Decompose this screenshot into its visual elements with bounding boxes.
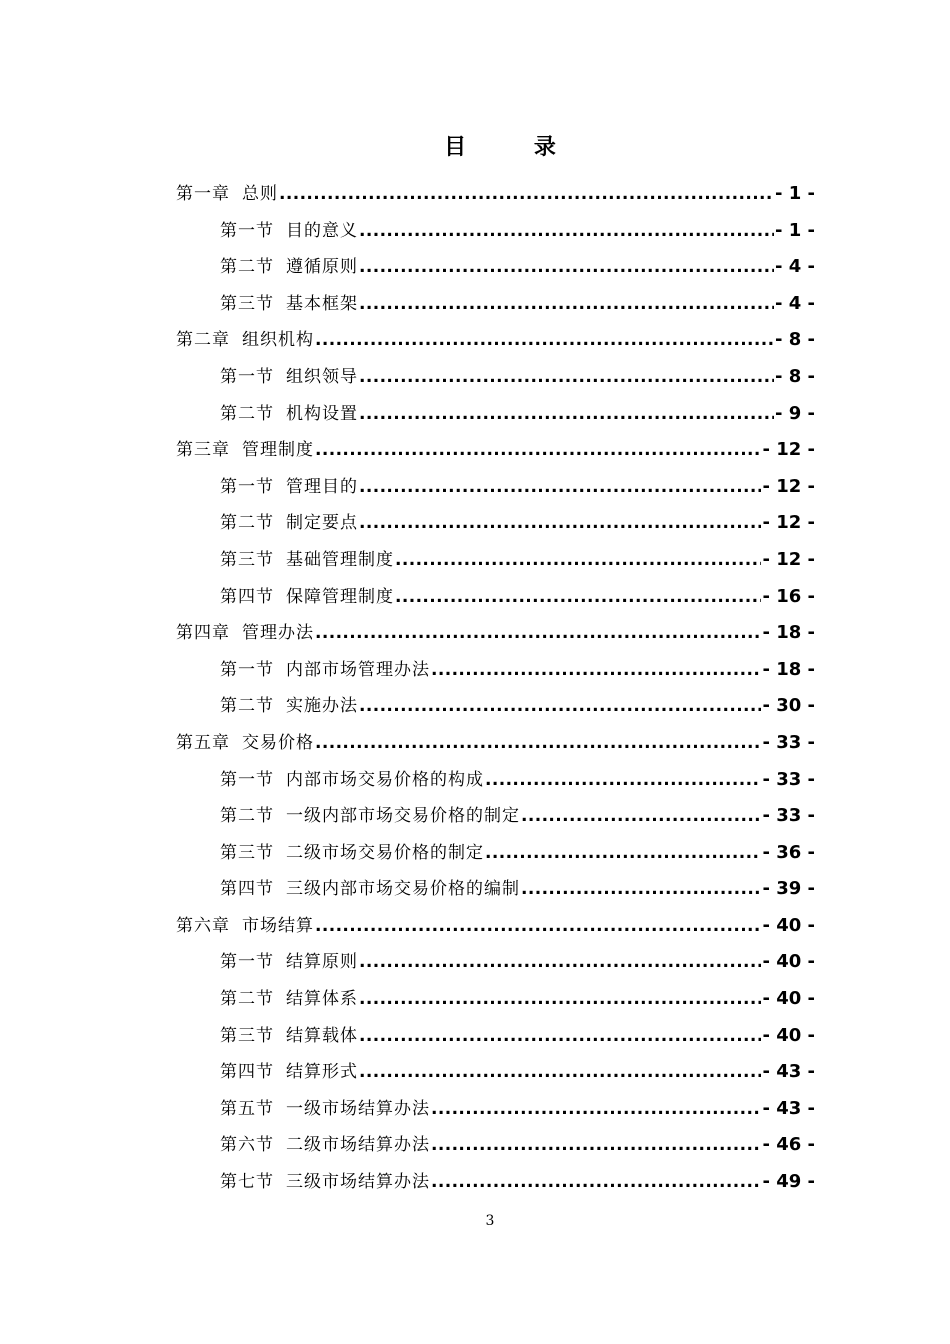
toc-entry-page: - 30 - (762, 695, 815, 717)
toc-entry-section[interactable] (176, 981, 815, 1018)
toc-entry-page: - 12 - (762, 548, 815, 570)
toc-entry-label (176, 615, 314, 652)
page-title: 目 录 (444, 135, 586, 160)
toc-entry-number: 第四章 (176, 623, 230, 644)
toc-entry-section[interactable] (176, 359, 815, 396)
toc-entry-page: - 4 - (775, 292, 815, 314)
toc-entry-title: 内部市场管理办法 (286, 659, 430, 680)
toc-entry-number: 第一节 (220, 220, 274, 241)
toc-entry-label (220, 579, 394, 616)
toc-dot-leader (359, 359, 774, 396)
toc-entry-label (220, 542, 394, 579)
toc-entry-chapter[interactable] (176, 322, 815, 359)
toc-entry-page: - 12 - (762, 512, 815, 534)
toc-entry-number: 第三节 (220, 842, 274, 863)
toc-dot-leader (359, 981, 761, 1018)
toc-entry-number: 第一节 (220, 366, 274, 387)
toc-entry-label (220, 1164, 430, 1201)
toc-entry-label (220, 359, 358, 396)
toc-dot-leader (359, 1054, 761, 1091)
toc-dot-leader (431, 652, 761, 689)
toc-entry-section[interactable] (176, 1127, 815, 1164)
toc-entry-chapter[interactable] (176, 615, 815, 652)
toc-entry-page: - 40 - (762, 914, 815, 936)
toc-entry-title: 交易价格 (242, 732, 314, 753)
toc-entry-label (220, 249, 358, 286)
toc-dot-leader (359, 286, 774, 323)
toc-entry-section[interactable] (176, 835, 815, 872)
toc-dot-leader (395, 542, 761, 579)
toc-dot-leader (431, 1127, 761, 1164)
page-number: 3 (485, 1213, 495, 1229)
toc-entry-page: - 18 - (762, 658, 815, 680)
toc-entry-number: 第四节 (220, 1062, 274, 1083)
toc-entry-label (220, 871, 520, 908)
toc-entry-title: 市场结算 (242, 915, 314, 936)
toc-entry-page: - 12 - (762, 439, 815, 461)
toc-entry-page: - 12 - (762, 475, 815, 497)
toc-entry-label (176, 432, 314, 469)
toc-entry-section[interactable] (176, 762, 815, 799)
toc-entry-page: - 46 - (762, 1134, 815, 1156)
toc-entry-number: 第六章 (176, 915, 230, 936)
toc-entry-label (220, 762, 484, 799)
toc-entry-label (220, 688, 358, 725)
toc-entry-page: - 8 - (775, 365, 815, 387)
toc-entry-label (220, 1091, 430, 1128)
toc-entry-number: 第六节 (220, 1135, 274, 1156)
toc-entry-number: 第三章 (176, 440, 230, 461)
toc-dot-leader (359, 944, 761, 981)
toc-entry-number: 第二节 (220, 257, 274, 278)
toc-dot-leader (315, 615, 761, 652)
toc-entry-label (220, 396, 358, 433)
toc-entry-label (220, 1054, 358, 1091)
toc-entry-number: 第二节 (220, 513, 274, 534)
toc-entry-page: - 1 - (775, 219, 815, 241)
toc-entry-section[interactable] (176, 542, 815, 579)
toc-entry-number: 第三节 (220, 549, 274, 570)
toc-entry-page: - 16 - (762, 585, 815, 607)
toc-entry-section[interactable] (176, 505, 815, 542)
toc-entry-number: 第一节 (220, 659, 274, 680)
toc-dot-leader (359, 1018, 761, 1055)
toc-entry-title: 基础管理制度 (286, 549, 394, 570)
toc-entry-label (220, 286, 358, 323)
toc-entry-label (220, 1127, 430, 1164)
toc-entry-title: 管理目的 (286, 476, 358, 497)
toc-entry-label (220, 1018, 358, 1055)
toc-entry-label (220, 505, 358, 542)
toc-entry-title: 结算体系 (286, 989, 358, 1010)
toc-entry-section[interactable] (176, 1091, 815, 1128)
toc-entry-section[interactable] (176, 688, 815, 725)
toc-entry-number: 第一节 (220, 952, 274, 973)
toc-entry-section[interactable] (176, 944, 815, 981)
toc-entry-title: 总则 (242, 184, 278, 204)
toc-entry-section[interactable] (176, 469, 815, 506)
toc-entry-page: - 40 - (762, 951, 815, 973)
toc-entry-page: - 40 - (762, 988, 815, 1010)
toc-dot-leader (359, 469, 761, 506)
toc-entry-label (176, 725, 314, 762)
toc-entry-page: - 39 - (762, 878, 815, 900)
toc-entry-section[interactable] (176, 1164, 815, 1201)
toc-dot-leader (315, 725, 761, 762)
toc-entry-title: 管理制度 (242, 440, 314, 461)
toc-entry-title: 保障管理制度 (286, 586, 394, 607)
toc-entry-label (220, 981, 358, 1018)
toc-entry-number: 第二节 (220, 989, 274, 1010)
toc-entry-title: 结算载体 (286, 1025, 358, 1046)
toc-entry-number: 第二节 (220, 696, 274, 717)
toc-entry-title: 三级内部市场交易价格的编制 (286, 879, 520, 900)
toc-dot-leader (279, 176, 774, 213)
toc-entry-title: 一级市场结算办法 (286, 1098, 430, 1119)
toc-dot-leader (359, 396, 774, 433)
toc-entry-number: 第四节 (220, 879, 274, 900)
toc-entry-page: - 9 - (775, 402, 815, 424)
toc-entry-section[interactable] (176, 579, 815, 616)
toc-entry-section[interactable] (176, 249, 815, 286)
toc-entry-title: 组织机构 (242, 330, 314, 351)
toc-entry-page: - 1 - (775, 183, 815, 204)
toc-dot-leader (521, 798, 761, 835)
toc-dot-leader (359, 688, 761, 725)
toc-entry-label (220, 469, 358, 506)
toc-dot-leader (359, 213, 774, 250)
toc-entry-number: 第一节 (220, 769, 274, 790)
toc-entry-page: - 18 - (762, 622, 815, 644)
toc-entry-chapter[interactable] (176, 176, 815, 213)
toc-entry-title: 一级内部市场交易价格的制定 (286, 806, 520, 827)
toc-entry-label (220, 835, 484, 872)
toc-entry-page: - 36 - (762, 841, 815, 863)
toc-dot-leader (315, 432, 761, 469)
toc-entry-page: - 8 - (775, 329, 815, 351)
toc-entry-page: - 40 - (762, 1024, 815, 1046)
toc-entry-title: 组织领导 (286, 366, 358, 387)
toc-entry-number: 第七节 (220, 1172, 274, 1193)
toc-dot-leader (485, 762, 761, 799)
toc-entry-title: 遵循原则 (286, 257, 358, 278)
toc-entry-page: - 43 - (762, 1061, 815, 1083)
toc-entry-section[interactable] (176, 652, 815, 689)
toc-dot-leader (359, 249, 774, 286)
toc-entry-section[interactable] (176, 871, 815, 908)
toc-entry-title: 实施办法 (286, 696, 358, 717)
toc-dot-leader (431, 1091, 761, 1128)
toc-entry-number: 第一章 (176, 184, 230, 204)
toc-dot-leader (521, 871, 761, 908)
toc-entry-title: 结算原则 (286, 952, 358, 973)
toc-entry-title: 二级市场交易价格的制定 (286, 842, 484, 863)
toc-entry-title: 制定要点 (286, 513, 358, 534)
toc-dot-leader (431, 1164, 761, 1201)
toc-entry-section[interactable] (176, 396, 815, 433)
toc-dot-leader (359, 505, 761, 542)
toc-entry-page: - 4 - (775, 256, 815, 278)
toc-entry-page: - 33 - (762, 731, 815, 753)
toc-entry-section[interactable] (176, 286, 815, 323)
toc-entry-number: 第五章 (176, 732, 230, 753)
toc-entry-label (220, 652, 430, 689)
toc-entry-page: - 43 - (762, 1097, 815, 1119)
toc-dot-leader (485, 835, 761, 872)
toc-entry-title: 结算形式 (286, 1062, 358, 1083)
toc-entry-number: 第五节 (220, 1098, 274, 1119)
toc-entry-number: 第二节 (220, 403, 274, 424)
toc-entry-title: 二级市场结算办法 (286, 1135, 430, 1156)
toc-dot-leader (315, 322, 774, 359)
toc-entry-number: 第二章 (176, 330, 230, 351)
toc-entry-section[interactable] (176, 1018, 815, 1055)
toc-entry-title: 机构设置 (286, 403, 358, 424)
toc-entry-title: 内部市场交易价格的构成 (286, 769, 484, 790)
toc-dot-leader (395, 579, 761, 616)
toc-entry-section[interactable] (176, 1054, 815, 1091)
toc-entry-title: 三级市场结算办法 (286, 1172, 430, 1193)
toc-entry-page: - 33 - (762, 805, 815, 827)
toc-entry-title: 管理办法 (242, 623, 314, 644)
toc-entry-number: 第三节 (220, 1025, 274, 1046)
toc-entry-section[interactable] (176, 213, 815, 250)
toc-entry-number: 第三节 (220, 293, 274, 314)
toc-dot-leader (315, 908, 761, 945)
toc-entry-label (220, 944, 358, 981)
toc-entry-title: 基本框架 (286, 293, 358, 314)
toc-entry-page: - 33 - (762, 768, 815, 790)
toc-entry-number: 第一节 (220, 476, 274, 497)
toc-entry-chapter[interactable] (176, 725, 815, 762)
toc-entry-title: 目的意义 (286, 220, 358, 241)
table-of-contents (176, 176, 815, 1201)
toc-entry-chapter[interactable] (176, 908, 815, 945)
toc-entry-label (176, 322, 314, 359)
toc-entry-label (220, 213, 358, 250)
toc-entry-number: 第二节 (220, 806, 274, 827)
toc-entry-label (176, 908, 314, 945)
toc-entry-number: 第四节 (220, 586, 274, 607)
toc-entry-label (176, 176, 278, 213)
toc-entry-chapter[interactable] (176, 432, 815, 469)
toc-entry-label (220, 798, 520, 835)
toc-entry-section[interactable] (176, 798, 815, 835)
toc-entry-page: - 49 - (762, 1171, 815, 1193)
